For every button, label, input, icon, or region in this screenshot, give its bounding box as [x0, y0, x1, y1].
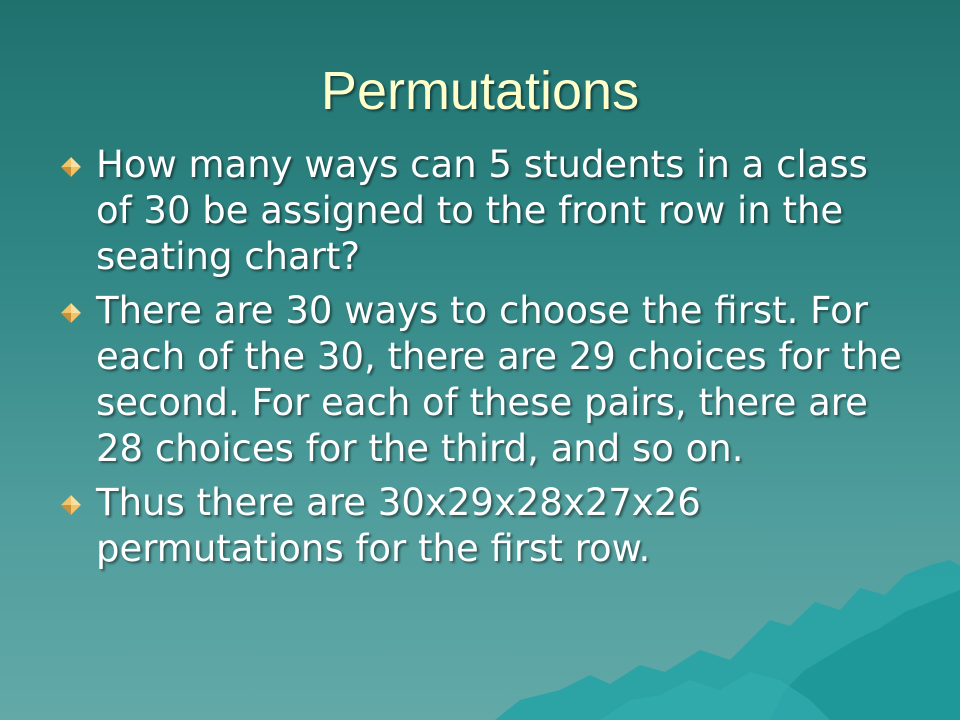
- bullet-text: Thus there are 30x29x28x27x26 permutations for the first row.: [96, 481, 701, 570]
- bullet-text: How many ways can 5 students in a class of 30 be assigned to the front row in the seating chart?: [96, 143, 868, 278]
- bullet-text: There are 30 ways to choose the first. For each of the 30, there are 29 choices for the second. For each of these pairs, there are 28 choices for the third, and so on.: [96, 289, 902, 470]
- bullet-item: [58, 142, 908, 280]
- diamond-icon: [60, 494, 82, 516]
- diamond-icon: [60, 302, 82, 324]
- slide-title: Permutations: [320, 61, 640, 121]
- bullet-list: [58, 142, 908, 580]
- diamond-icon: [60, 156, 82, 178]
- bullet-item: [58, 288, 908, 472]
- bullet-item: [58, 480, 908, 572]
